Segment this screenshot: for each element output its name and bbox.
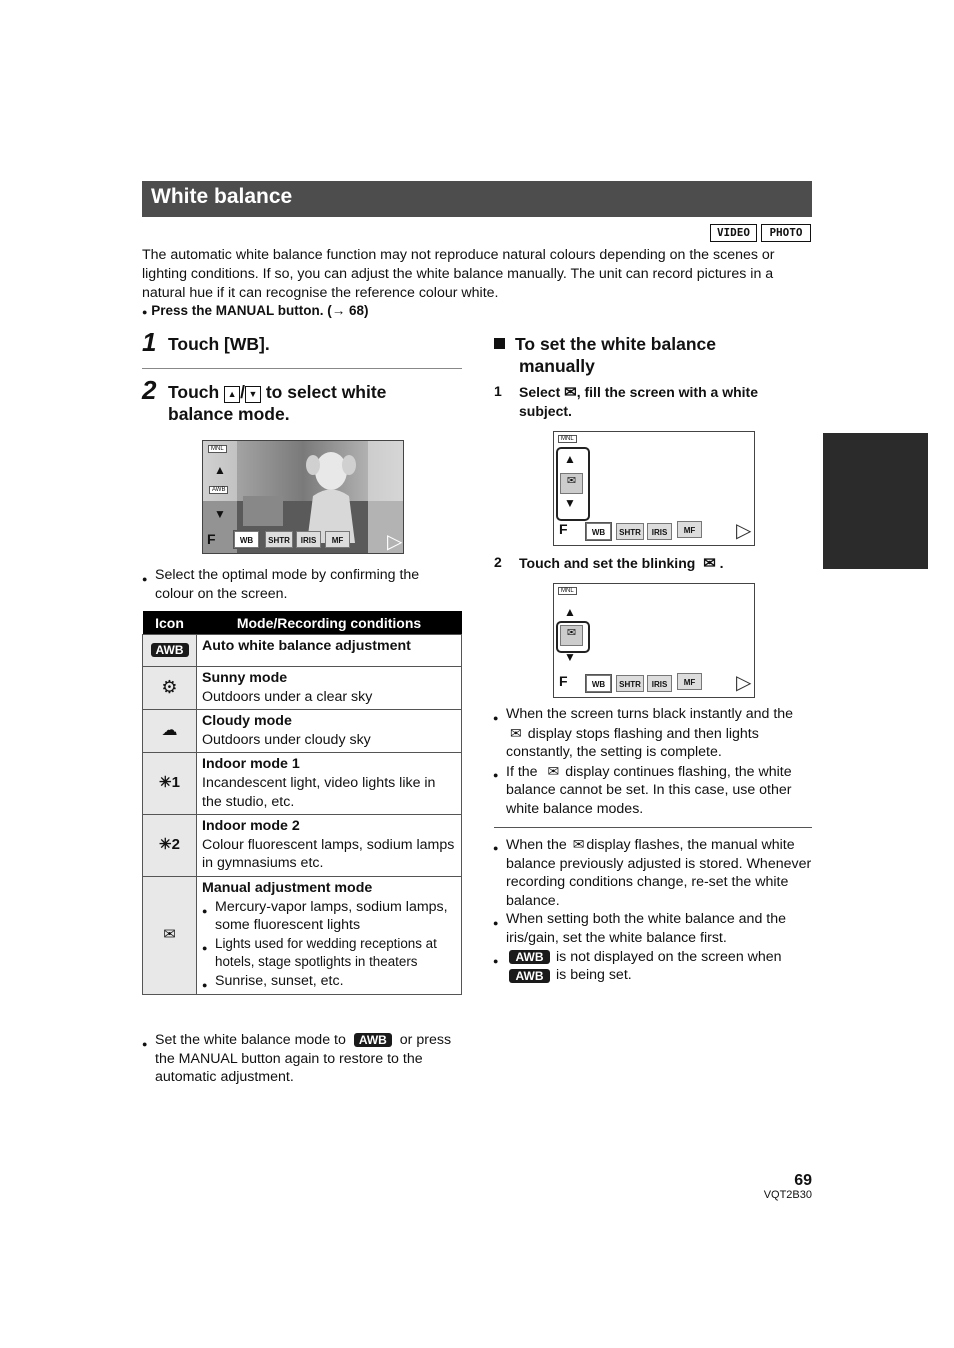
video-mode-tag: VIDEO — [710, 224, 757, 242]
wb-button[interactable]: WB — [586, 523, 611, 540]
mode-desc: Colour fluorescent lamps, sodium lamps in gymnasiums etc. — [202, 836, 455, 872]
substep-2-text: Touch and set the blinking ✉ . — [519, 555, 724, 572]
substep-1-number: 1 — [494, 383, 502, 399]
up-arrow-button[interactable]: ▲ — [564, 452, 576, 466]
table-header-mode: Mode/Recording conditions — [197, 611, 462, 635]
page-title: White balance — [151, 185, 293, 208]
mode-title: Sunny mode — [202, 670, 288, 686]
indoor-1-icon: ✳1 — [159, 774, 180, 792]
f-menu-icon[interactable]: F — [559, 673, 568, 689]
substep-2-number: 2 — [494, 554, 502, 570]
page-number: 69 — [794, 1172, 812, 1189]
intro-paragraph — [142, 246, 812, 322]
table-row — [143, 815, 462, 877]
down-arrow-icon: ▼ — [245, 386, 261, 403]
awb-icon: AWB — [509, 969, 550, 983]
manual-wb-icon: ✉ — [163, 925, 176, 943]
step-1-number: 1 — [142, 327, 157, 357]
f-menu-icon[interactable]: F — [207, 531, 216, 547]
mnl-indicator: MNL — [558, 435, 577, 443]
mf-button[interactable]: MF — [677, 521, 702, 538]
awb-icon: AWB — [509, 950, 550, 964]
mode-desc: Incandescent light, video lights like in the studio, etc. — [202, 774, 436, 810]
iris-button[interactable]: IRIS — [647, 523, 672, 540]
manual-wb-icon: ✉ — [564, 384, 577, 401]
step-1-text: Touch [WB]. — [168, 334, 270, 354]
list-item: If the ✉ display continues flashing, the white balance cannot be set. In this case, use other white balance modes. — [506, 762, 792, 817]
manual-section-heading: To set the white balance manually — [494, 333, 814, 377]
shtr-button[interactable]: SHTR — [616, 523, 644, 540]
square-bullet-icon — [494, 338, 505, 349]
mode-title: Cloudy mode — [202, 713, 292, 730]
next-page-icon[interactable]: ▷ — [736, 520, 752, 542]
camera-screen-manual-2 — [553, 583, 755, 698]
f-menu-icon[interactable]: F — [559, 521, 568, 537]
substep-1-text: Select ✉, fill the screen with a white subject. — [519, 384, 758, 419]
table-row — [143, 635, 462, 667]
document-code: VQT2B30 — [763, 1189, 812, 1201]
up-arrow-button[interactable]: ▲ — [564, 605, 576, 619]
divider — [142, 368, 462, 369]
intro-text: The automatic white balance function may not reproduce natural colours depending on the scenes or lighting conditions. If so, you can adjust the white balance manually. The unit can record pictures in a natural hue if it can recognise the reference colour white. — [142, 247, 775, 301]
mode-title: Auto white balance adjustment — [202, 638, 411, 654]
list-item: Sunrise, sunset, etc. — [215, 972, 344, 989]
table-row — [143, 667, 462, 710]
step-2-number: 2 — [142, 375, 157, 405]
list-item: When setting both the white balance and the iris/gain, set the white balance first. — [506, 911, 787, 946]
step-2-text: Touch ▲ / ▼ to select white balance mode. — [168, 382, 387, 424]
table-header-icon: Icon — [143, 611, 197, 635]
divider — [494, 827, 812, 828]
sun-icon: ⚙ — [161, 676, 178, 697]
mode-title: Indoor mode 2 — [202, 818, 300, 835]
mode-desc: Outdoors under cloudy sky — [202, 731, 371, 748]
next-page-icon[interactable]: ▷ — [736, 672, 752, 694]
mf-button[interactable]: MF — [325, 531, 350, 548]
up-arrow-icon: ▲ — [224, 386, 240, 403]
mnl-indicator: MNL — [208, 445, 227, 453]
table-row — [143, 753, 462, 815]
wb-button[interactable]: WB — [234, 531, 259, 548]
list-item: AWB is not displayed on the screen when AWB is being set. — [506, 948, 812, 985]
manual-wb-icon[interactable]: ✉ — [560, 473, 583, 494]
wb-button[interactable]: WB — [586, 675, 611, 692]
cloud-icon: ☁ — [161, 721, 178, 739]
manual-button-note: ● Press the MANUAL button. (→ 68) — [142, 303, 369, 319]
next-page-icon[interactable]: ▷ — [387, 531, 403, 553]
down-arrow-button[interactable]: ▼ — [564, 496, 576, 510]
iris-button[interactable]: IRIS — [296, 531, 321, 548]
mnl-indicator: MNL — [558, 587, 577, 595]
iris-button[interactable]: IRIS — [647, 675, 672, 692]
mode-title: Indoor mode 1 — [202, 756, 300, 773]
camera-screen-manual-1 — [553, 431, 755, 546]
camera-screen-photo — [202, 440, 404, 554]
manual-wb-icon: ✉ — [510, 724, 522, 741]
list-item: Lights used for wedding receptions at hotels, stage spotlights in theaters — [215, 935, 437, 970]
awb-icon: AWB — [151, 643, 189, 657]
table-row — [143, 710, 462, 753]
manual-wb-icon: ✉ — [572, 836, 585, 852]
mode-title: Manual adjustment mode — [202, 879, 373, 896]
down-arrow-button[interactable]: ▼ — [564, 650, 576, 664]
restore-awb-note: Set the white balance mode to AWB or press the MANUAL button again to restore to the automatic adjustment. — [155, 1032, 452, 1086]
list-item: When the ✉ display flashes, the manual white balance previously adjusted is stored. Whenever recording conditions change, re-set the white balance. — [506, 836, 812, 909]
blinking-manual-wb-icon[interactable]: ✉ — [560, 625, 583, 646]
shtr-button[interactable]: SHTR — [265, 531, 293, 548]
up-arrow-button[interactable]: ▲ — [214, 463, 226, 477]
section-title-bar — [142, 181, 812, 217]
shtr-button[interactable]: SHTR — [616, 675, 644, 692]
mf-button[interactable]: MF — [677, 673, 702, 690]
right-notes-group-2 — [506, 835, 812, 985]
right-notes-group-1 — [506, 705, 812, 819]
chapter-side-tab — [823, 433, 928, 569]
manual-wb-icon: ✉ — [703, 555, 716, 572]
table-row — [143, 876, 462, 994]
photo-mode-tag: PHOTO — [761, 224, 811, 242]
list-item: Mercury-vapor lamps, sodium lamps, some fluorescent lights — [215, 898, 448, 934]
select-optimal-note: Select the optimal mode by confirming the colour on the screen. — [155, 567, 420, 602]
awb-icon: AWB — [354, 1033, 392, 1047]
manual-wb-icon: ✉ — [547, 762, 560, 779]
down-arrow-button[interactable]: ▼ — [214, 507, 226, 521]
mode-desc: Outdoors under a clear sky — [202, 688, 373, 705]
indoor-2-icon: ✳2 — [159, 836, 180, 854]
awb-indicator: AWB — [209, 486, 228, 494]
white-balance-modes-table — [142, 611, 462, 995]
list-item: When the screen turns black instantly and the ✉ display stops flashing and then lights constantly, the setting is complete. — [506, 706, 794, 761]
